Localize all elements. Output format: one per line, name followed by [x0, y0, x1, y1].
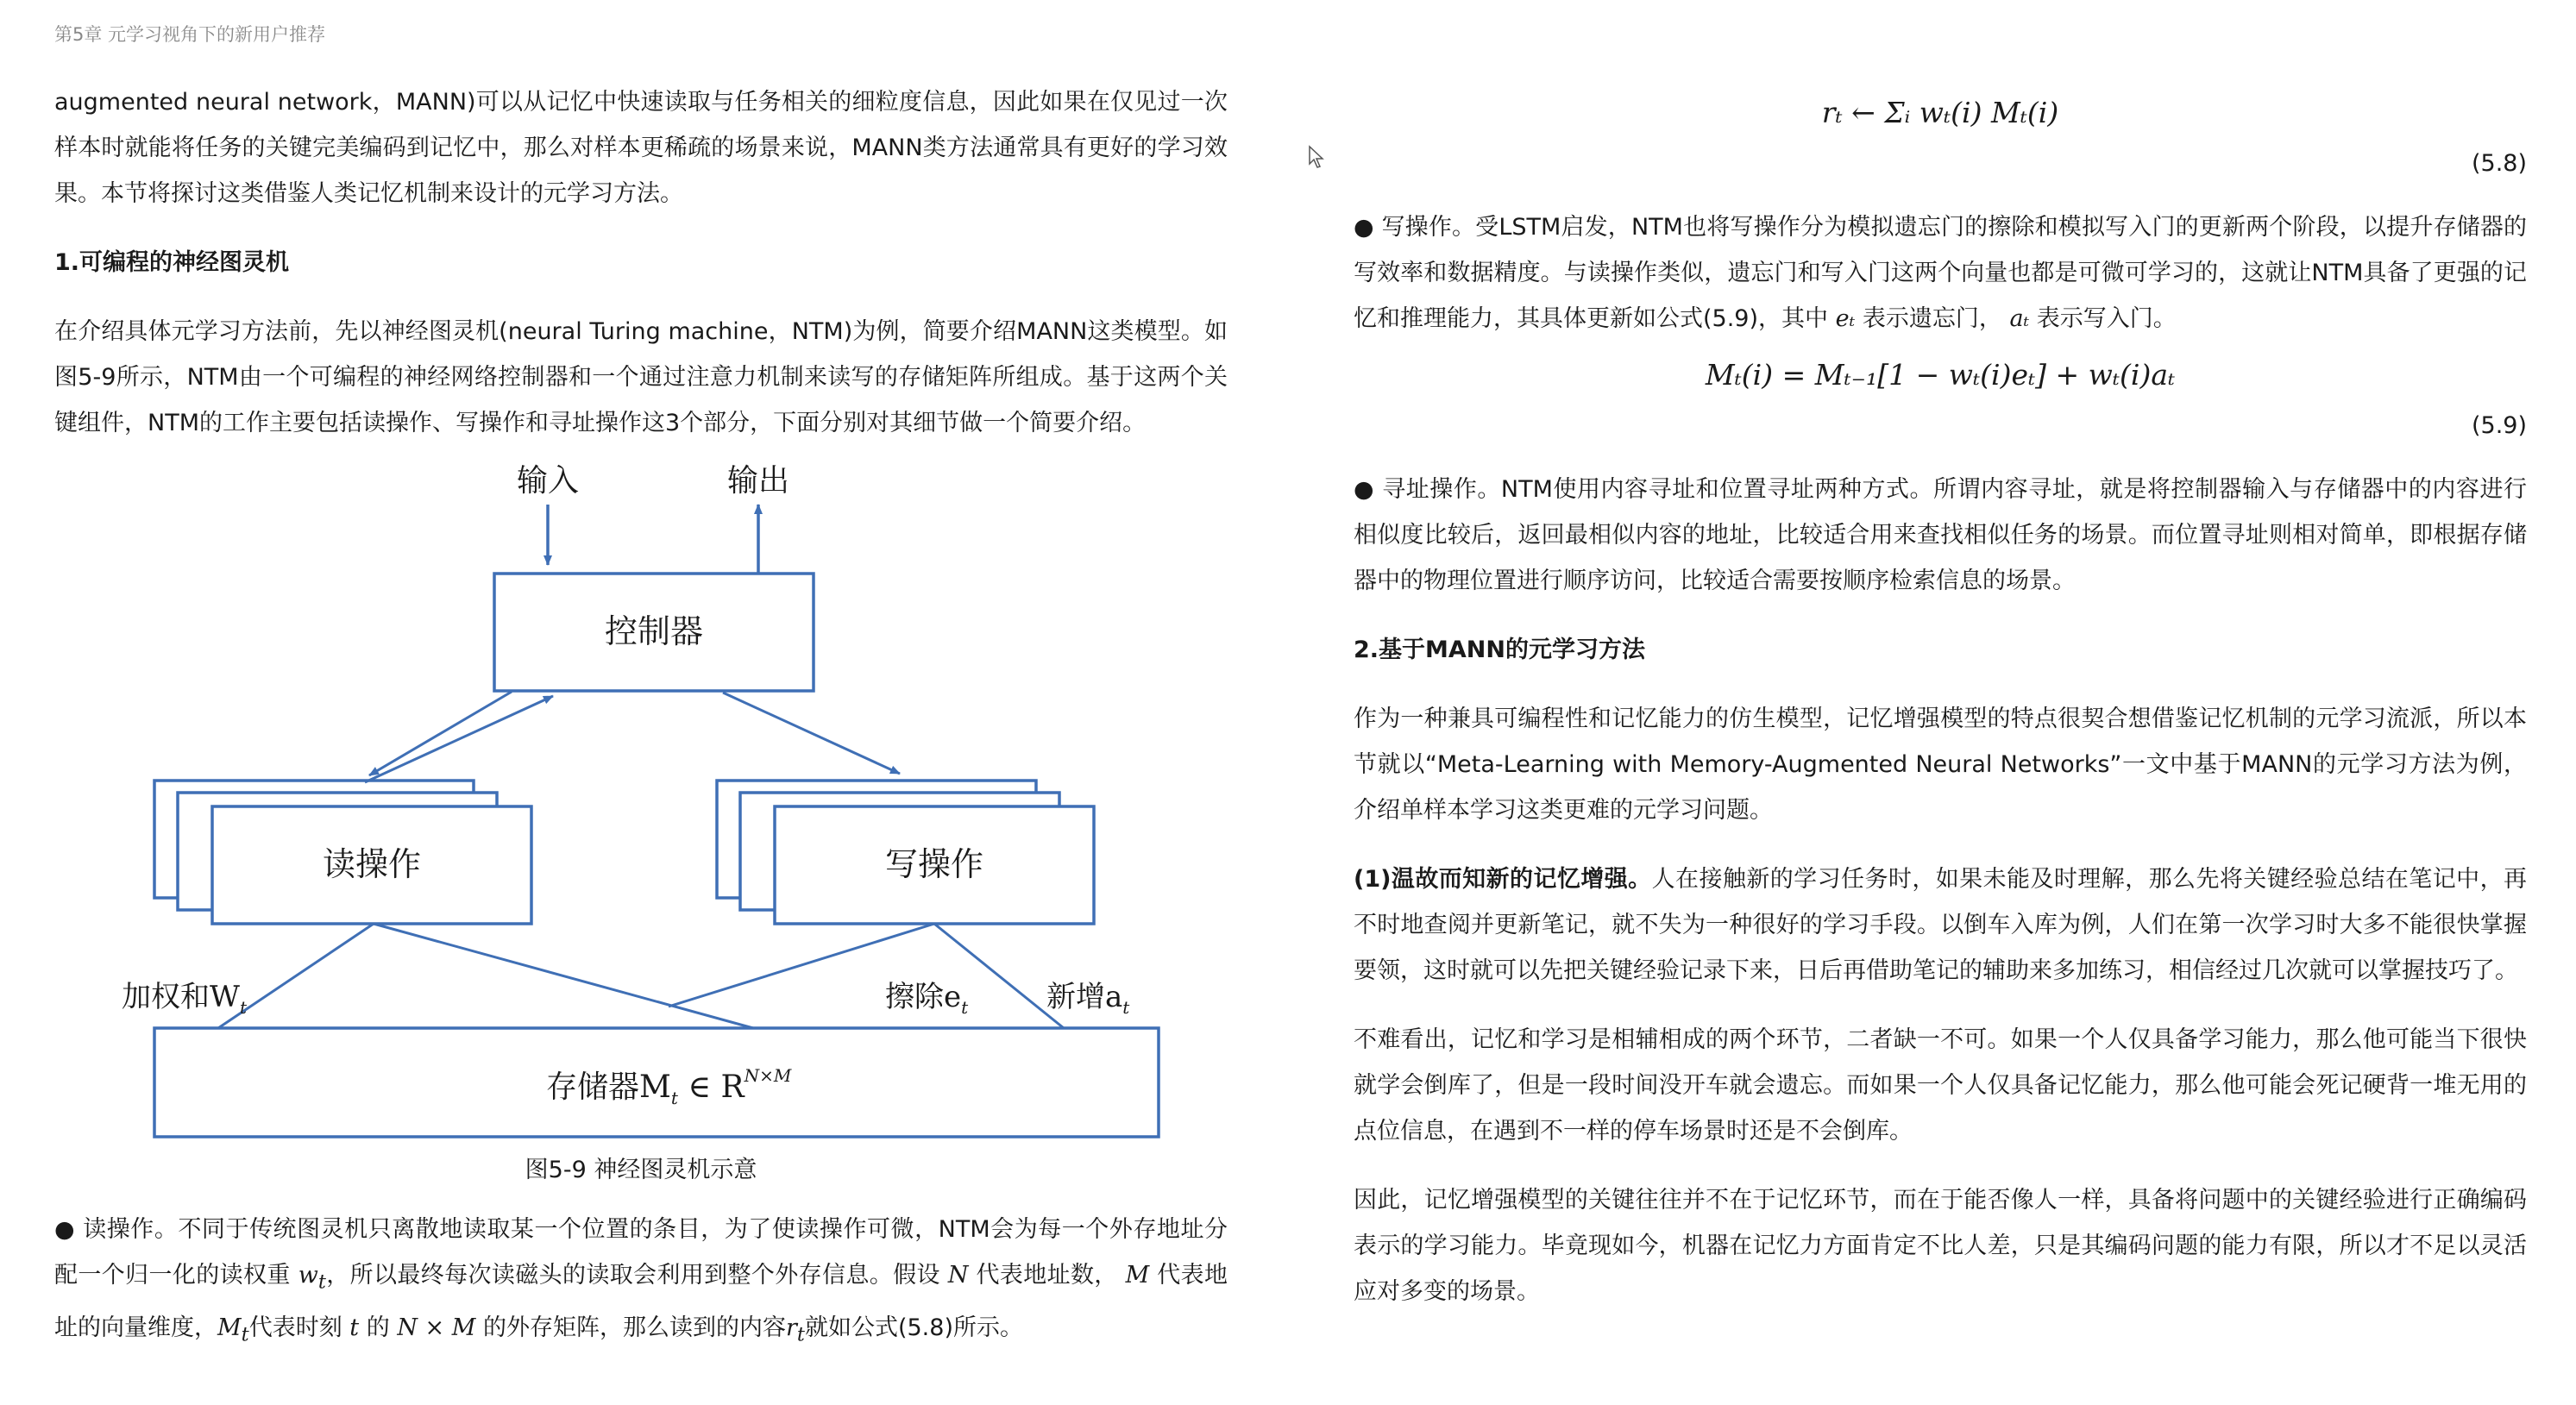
section1-title: 1.可编程的神经图灵机 — [54, 249, 290, 276]
controller-to-read-arrow — [369, 692, 512, 775]
output-label: 输出 — [726, 463, 790, 499]
equation-5-8: rₜ ← Σᵢ wₜ(i) Mₜ(i) — [1821, 96, 2059, 129]
ntm-diagram-svg — [54, 446, 1228, 1153]
equation-5-8-number: (5.8) — [2471, 150, 2527, 177]
erase-label: 擦除$e_t$ — [885, 980, 969, 1018]
memory-label: 存储器$M_t$ ∈ $R^{N\times M}$ — [546, 1065, 792, 1108]
equation-5-9-number: (5.9) — [2471, 412, 2527, 439]
intro-paragraph: augmented neural network，MANN)可以从记忆中快速读取与任务相关的细粒度信息，因此如果在仅见过一次样本时就能将任务的关键完美编码到记忆中，那么对样本更稀疏的场景来说，MANN类方法通常具有更好的学习效果。本节将探讨这类借鉴人类记忆机制来设计的元学习方法。 — [54, 89, 1228, 207]
write-label: 写操作 — [884, 845, 984, 883]
right-column — [1354, 79, 2527, 1314]
point1-paragraph: (1)温故而知新的记忆增强。人在接触新的学习任务时，如果未能及时理解，那么先将关键经验总结在笔记中，再不时地查阅并更新笔记，就不失为一种很好的学习手段。以倒车入库为例，人们在第一次学习时大多不能很快掌握要领，这时就可以先把关键经验记录下来，日后再借助笔记的辅助来多加练习，相信经过几次就可以掌握技巧了。 — [1354, 866, 2528, 984]
figure-caption: 图5-9 神经图灵机示意 — [525, 1157, 757, 1183]
point1-title: (1)温故而知新的记忆增强。 — [1354, 866, 1652, 893]
section1-paragraph: 在介绍具体元学习方法前，先以神经图灵机(neural Turing machine，NTM)为例，简要介绍MANN这类模型。如图5-9所示，NTM由一个可编程的神经网络控制器和一个通过注意力机制来读写的存储矩阵所组成。基于这两个关键组件，NTM的工作主要包括读操作、写操作和寻址操作这3个部分，下面分别对其细节做一个简要介绍。 — [54, 318, 1228, 436]
input-label: 输入 — [516, 463, 580, 499]
ntm-diagram — [54, 446, 1228, 1153]
controller-label: 控制器 — [604, 612, 704, 650]
weighted-sum-label: 加权和$W_t$ — [122, 980, 247, 1018]
chapter-header: 第5章 元学习视角下的新用户推荐 — [54, 24, 326, 45]
read-to-controller-arrow — [365, 696, 553, 782]
read-bullet: ● 读操作。不同于传统图灵机只离散地读取某一个位置的条目，为了使读操作可微，NTM会为每一个外存地址分配一个归一化的读权重 $w_t$，所以最终每次读磁头的读取会利用到整个外存信息。假设 N 代表地址数， M 代表地址的向量维度，$M_t$代表时刻 t 的 N × M 的外存矩阵，那么读到的内容$r_t$就如公式(5.8)所示。 — [54, 1216, 1228, 1346]
section2-title: 2.基于MANN的元学习方法 — [1354, 637, 1646, 663]
write-bullet: ● 写操作。受LSTM启发，NTM也将写操作分为模拟遗忘门的擦除和模拟写入门的更新两个阶段，以提升存储器的写效率和数据精度。与读操作类似，遗忘门和写入门这两个向量也都是可微可学习的，这就让NTM具备了更强的记忆和推理能力，其具体更新如公式(5.9)，其中 eₜ 表示遗忘门， aₜ 表示写入门。 — [1354, 214, 2527, 332]
add-label: 新增$a_t$ — [1046, 980, 1130, 1018]
paragraph-b: 不难看出，记忆和学习是相辅相成的两个环节，二者缺一不可。如果一个人仅具备学习能力，那么他可能当下很快就学会倒库了，但是一段时间没开车就会遗忘。而如果一个人仅具备记忆能力，那么他可能会死记硬背一堆无用的点位信息，在遇到不一样的停车场景时还是不会倒库。 — [1354, 1026, 2527, 1145]
addressing-bullet: ● 寻址操作。NTM使用内容寻址和位置寻址两种方式。所谓内容寻址，就是将控制器输入与存储器中的内容进行相似度比较后，返回最相似内容的地址，比较适合用来查找相似任务的场景。而位置寻址则相对简单，即根据存储器中的物理位置进行顺序访问，比较适合需要按顺序检索信息的场景。 — [1354, 476, 2527, 594]
paragraph-c: 因此，记忆增强模型的关键往往并不在于记忆环节，而在于能否像人一样，具备将问题中的关键经验进行正确编码表示的学习能力。毕竟现如今，机器在记忆力方面肯定不比人差，只是其编码问题的能力有限，所以才不足以灵活应对多变的场景。 — [1354, 1187, 2527, 1305]
section2-paragraph: 作为一种兼具可编程性和记忆能力的仿生模型，记忆增强模型的特点很契合想借鉴记忆机制的元学习流派，所以本节就以“Meta-Learning with Memory-Augmented Neural Networks”一文中基于MANN的元学习方法为例，介绍单样本学习这类更难的元学习问题。 — [1354, 706, 2527, 824]
equation-5-9: Mₜ(i) = Mₜ₋₁[1 − wₜ(i)eₜ] + wₜ(i)aₜ — [1705, 358, 2176, 392]
read-label: 读操作 — [322, 845, 422, 883]
left-column — [54, 79, 1228, 1358]
controller-to-write-arrow — [723, 693, 900, 774]
mouse-cursor-icon — [1308, 145, 1327, 169]
